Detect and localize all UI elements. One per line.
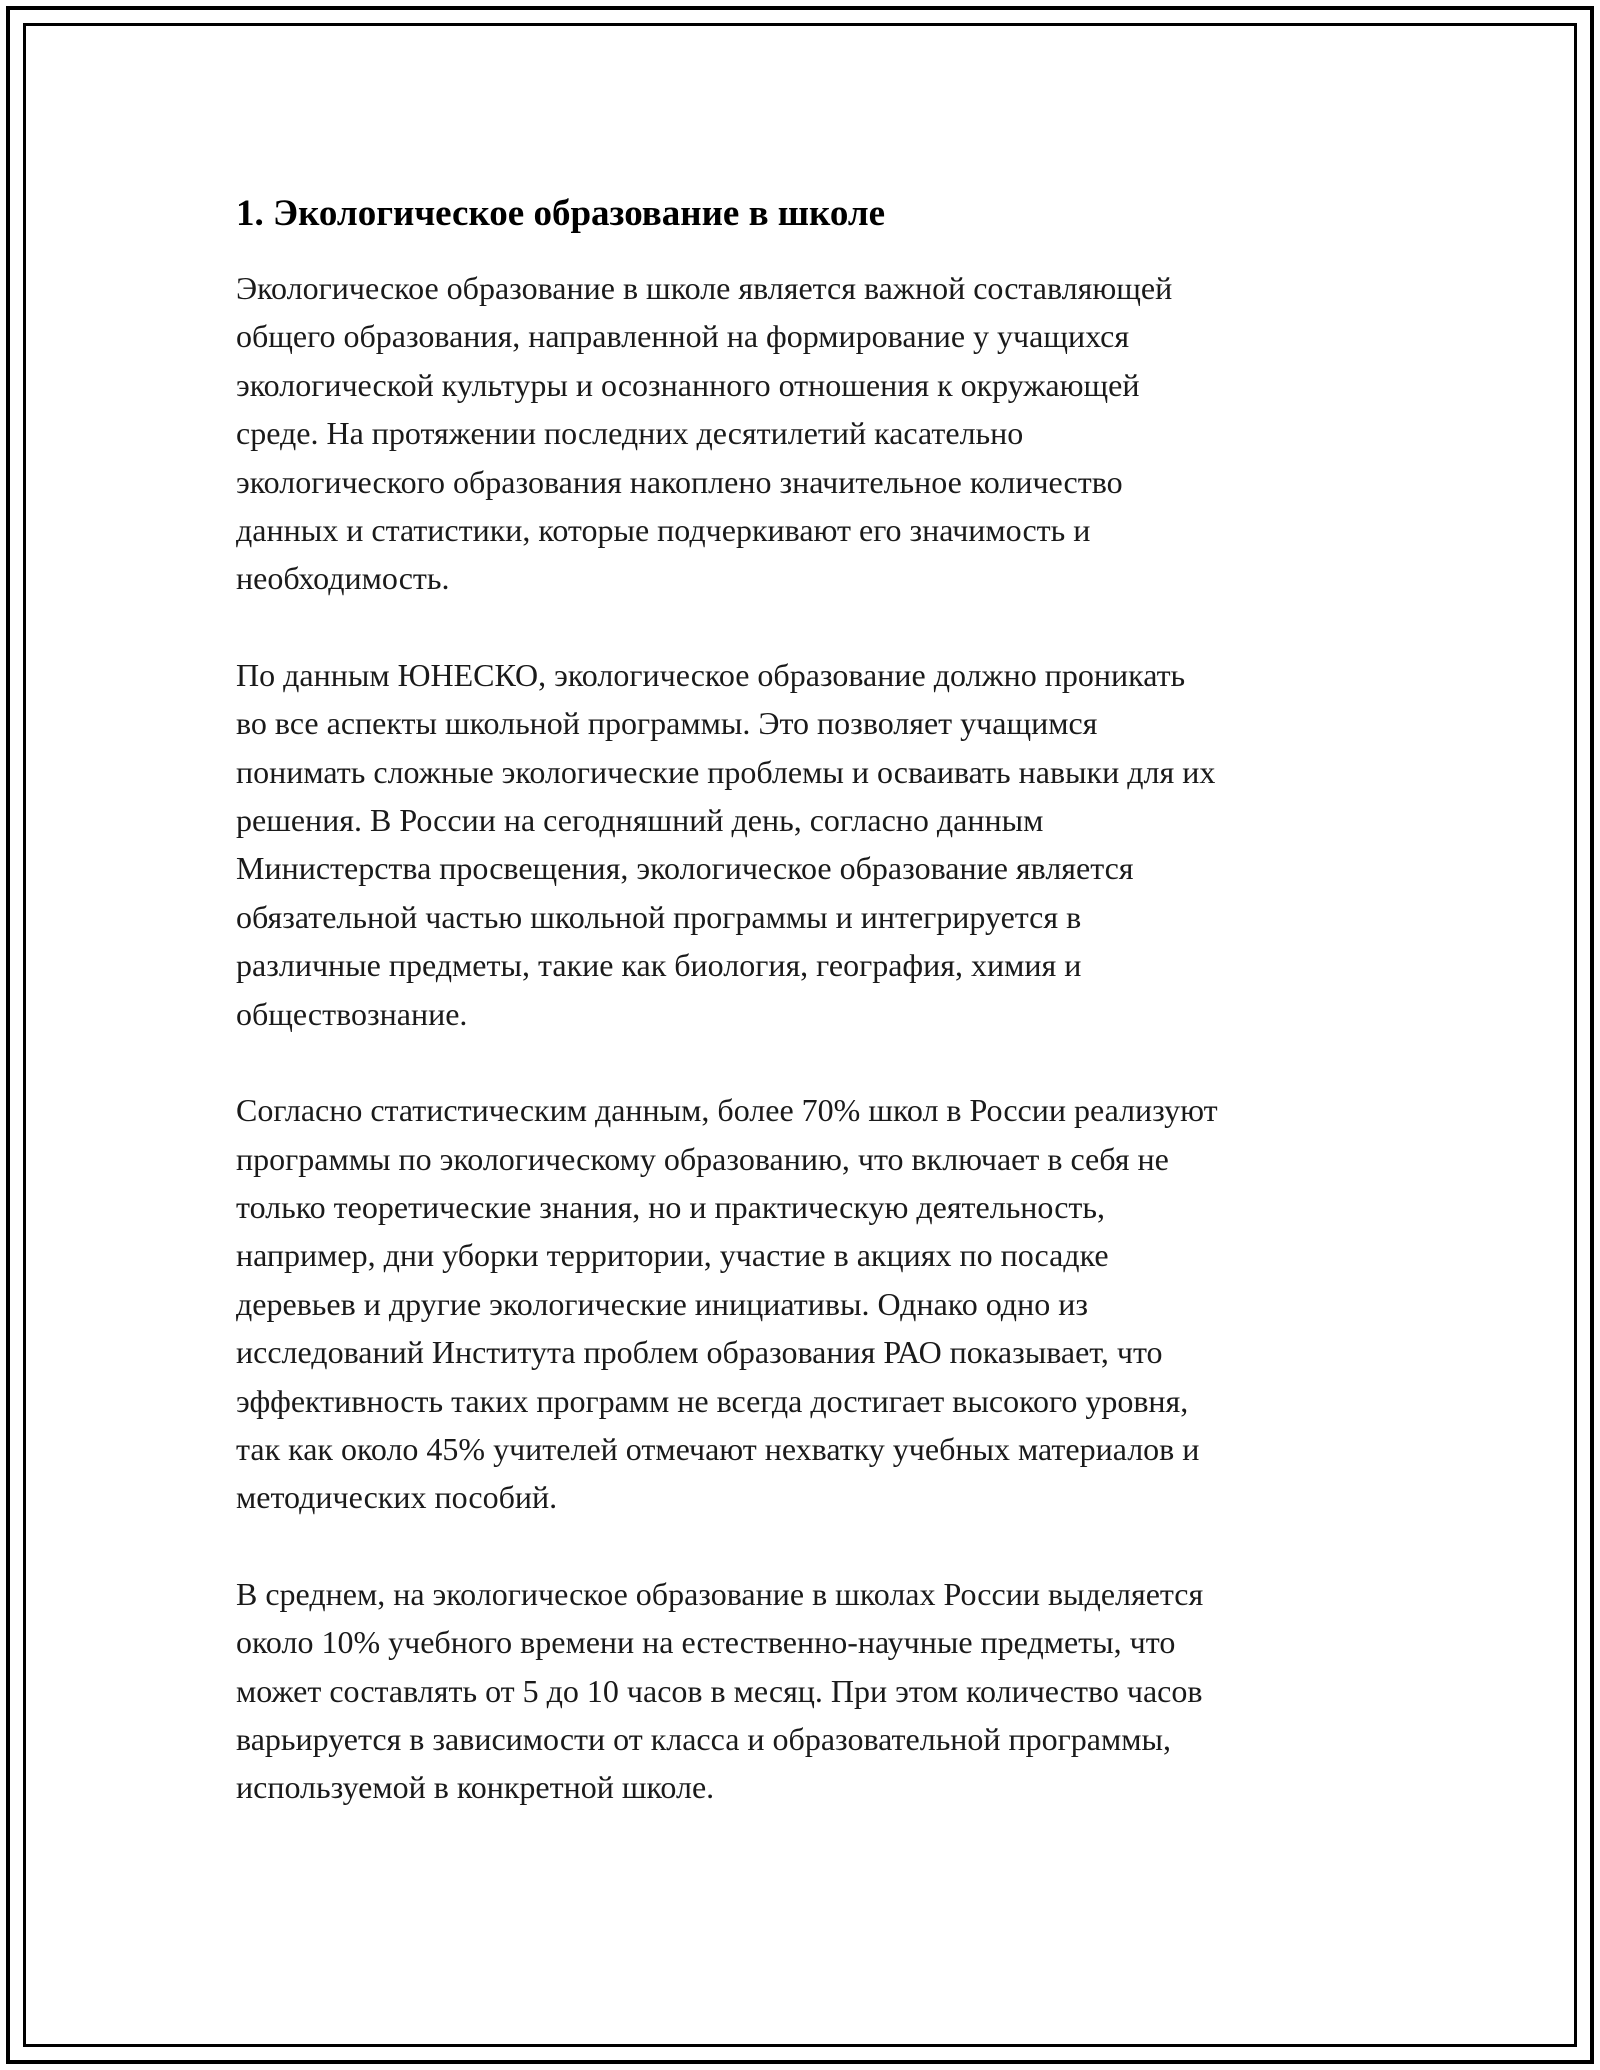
paragraph-line: Согласно статистическим данным, более 70% школ в России реализуют bbox=[236, 1092, 1218, 1129]
section-title: 1. Экологическое образование в школе bbox=[236, 193, 886, 234]
paragraph-line: может составлять от 5 до 10 часов в месяц. При этом количество часов bbox=[236, 1672, 1203, 1709]
paragraph-line: экологического образования накоплено значительное количество bbox=[236, 463, 1123, 500]
document-body bbox=[236, 184, 1396, 1860]
paragraph-line: обществознание. bbox=[236, 995, 468, 1032]
paragraph-line: Экологическое образование в школе является важной составляющей bbox=[236, 270, 1173, 306]
paragraph-4 bbox=[236, 1570, 1396, 1812]
paragraph-line: Министерства просвещения, экологическое образование является bbox=[236, 850, 1134, 887]
paragraph-line: например, дни уборки территории, участие в акциях по посадке bbox=[236, 1237, 1109, 1274]
paragraph-line: деревьев и другие экологические инициативы. Однако одно из bbox=[236, 1285, 1088, 1322]
paragraph-line: только теоретические знания, но и практическую деятельность, bbox=[236, 1188, 1105, 1225]
paragraph-line: различные предметы, такие как биология, география, химия и bbox=[236, 947, 1082, 984]
paragraph-line: необходимость. bbox=[236, 560, 450, 597]
paragraph-line: методических пособий. bbox=[236, 1479, 558, 1516]
paragraph-line: варьируется в зависимости от класса и образовательной программы, bbox=[236, 1720, 1171, 1757]
paragraph-line: понимать сложные экологические проблемы и осваивать навыки для их bbox=[236, 753, 1216, 790]
paragraph-line: около 10% учебного времени на естественно-научные предметы, что bbox=[236, 1624, 1176, 1661]
paragraph-line: По данным ЮНЕСКО, экологическое образование должно проникать bbox=[236, 656, 1186, 693]
paragraph-line: общего образования, направленной на формирование у учащихся bbox=[236, 318, 1130, 355]
paragraph-3 bbox=[236, 1086, 1396, 1522]
paragraph-line: данных и статистики, которые подчеркивают его значимость и bbox=[236, 512, 1091, 549]
paragraph-1 bbox=[236, 264, 1396, 603]
paragraph-line: исследований Института проблем образования РАО показывает, что bbox=[236, 1334, 1163, 1371]
paragraph-line: В среднем, на экологическое образование в школах России выделяется bbox=[236, 1575, 1204, 1612]
paragraph-2 bbox=[236, 651, 1396, 1038]
paragraph-line: программы по экологическому образованию, что включает в себя не bbox=[236, 1140, 1169, 1177]
paragraph-line: обязательной частью школьной программы и интегрируется в bbox=[236, 898, 1082, 935]
paragraph-line: используемой в конкретной школе. bbox=[236, 1769, 715, 1806]
paragraph-line: так как около 45% учителей отмечают нехватку учебных материалов и bbox=[236, 1430, 1200, 1467]
paragraph-line: решения. В России на сегодняшний день, согласно данным bbox=[236, 802, 1044, 839]
paragraph-line: среде. На протяжении последних десятилетий касательно bbox=[236, 415, 1024, 452]
paragraph-line: во все аспекты школьной программы. Это позволяет учащимся bbox=[236, 705, 1098, 742]
paragraph-line: экологической культуры и осознанного отношения к окружающей bbox=[236, 366, 1140, 403]
paragraph-line: эффективность таких программ не всегда достигает высокого уровня, bbox=[236, 1382, 1189, 1419]
